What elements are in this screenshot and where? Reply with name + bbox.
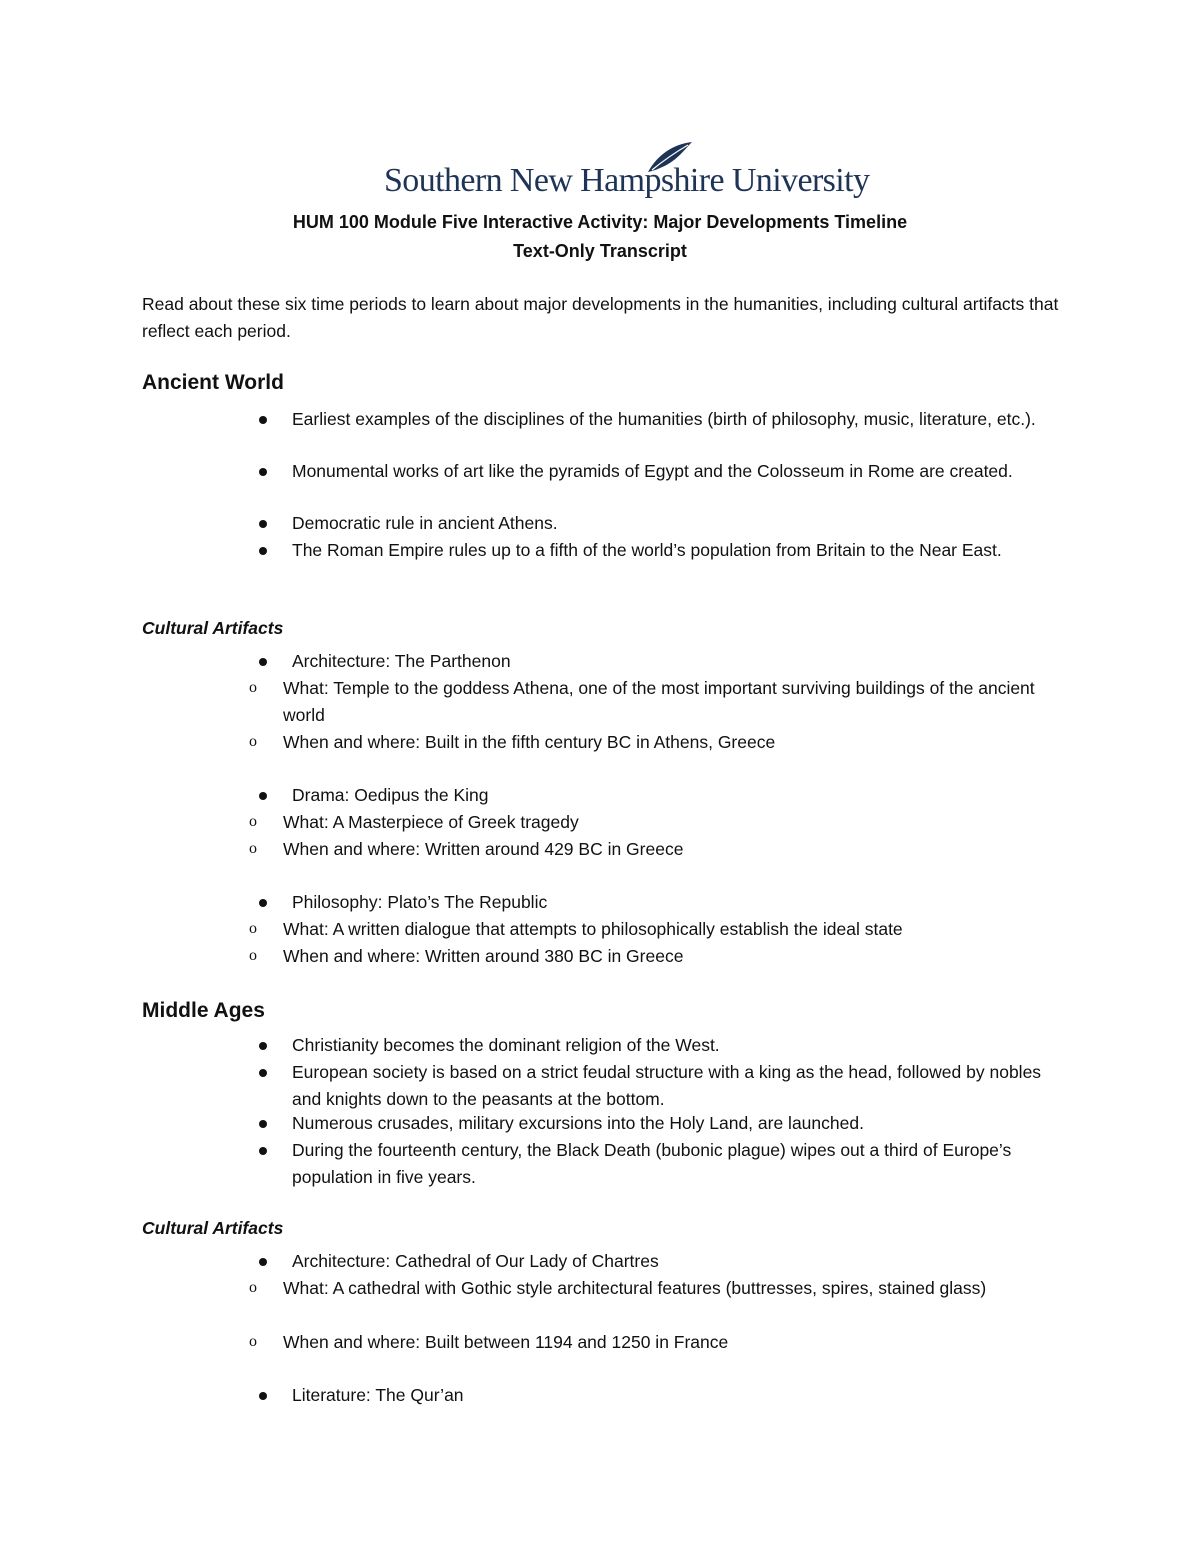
list-item: During the fourteenth century, the Black Death (bubonic plague) wipes out a third of Europe’s population in five years. [292, 1137, 1062, 1190]
logo-wordmark: Southern New Hampshire University [384, 162, 870, 199]
list-item: European society is based on a strict feudal structure with a king as the head, followed by nobles and knights down to the peasants at the bottom. [292, 1059, 1062, 1112]
intro-paragraph: Read about these six time periods to learn about major developments in the humanities, including cultural artifacts that reflect each period. [142, 294, 1059, 341]
artifact-what: o What: A written dialogue that attempts to philosophically establish the ideal state [283, 916, 1063, 943]
artifact-what: o What: A Masterpiece of Greek tragedy [283, 809, 1063, 836]
artifact-title: Architecture: Cathedral of Our Lady of Chartres [292, 1248, 1062, 1275]
subsection-heading-cultural-artifacts: Cultural Artifacts [142, 618, 284, 638]
artifact-when: o When and where: Written around 429 BC in Greece [283, 836, 1063, 863]
list-item: Christianity becomes the dominant religion of the West. [292, 1032, 1062, 1059]
document-title: HUM 100 Module Five Interactive Activity: Major Developments Timeline [292, 212, 908, 232]
artifact-when: o When and where: Written around 380 BC in Greece [283, 943, 1063, 970]
list-item: Democratic rule in ancient Athens. [292, 510, 1062, 537]
artifact-title: Philosophy: Plato’s The Republic [292, 889, 1062, 916]
artifact-when: o When and where: Built between 1194 and 1250 in France [283, 1329, 1063, 1356]
section-heading-ancient-world: Ancient World [142, 371, 284, 394]
artifact-what: o What: Temple to the goddess Athena, one of the most important surviving buildings of the ancient world [283, 675, 1063, 728]
list-item: Earliest examples of the disciplines of the humanities (birth of philosophy, music, literature, etc.). [292, 406, 1062, 433]
artifact-title: Architecture: The Parthenon [292, 648, 1062, 675]
artifact-title: Literature: The Qur’an [292, 1382, 1062, 1409]
artifact-when: o When and where: Built in the fifth century BC in Athens, Greece [283, 729, 1063, 756]
list-item: Numerous crusades, military excursions into the Holy Land, are launched. [292, 1110, 1062, 1137]
list-item: Monumental works of art like the pyramids of Egypt and the Colosseum in Rome are created. [292, 458, 1062, 485]
section-heading-middle-ages: Middle Ages [142, 999, 265, 1022]
subsection-heading-cultural-artifacts: Cultural Artifacts [142, 1218, 284, 1238]
artifact-title: Drama: Oedipus the King [292, 782, 1062, 809]
document-subtitle: Text-Only Transcript [513, 241, 687, 261]
university-logo [384, 140, 870, 204]
list-item: The Roman Empire rules up to a fifth of the world’s population from Britain to the Near East. [292, 537, 1062, 564]
artifact-what: o What: A cathedral with Gothic style architectural features (buttresses, spires, stained glass) [283, 1275, 1063, 1302]
